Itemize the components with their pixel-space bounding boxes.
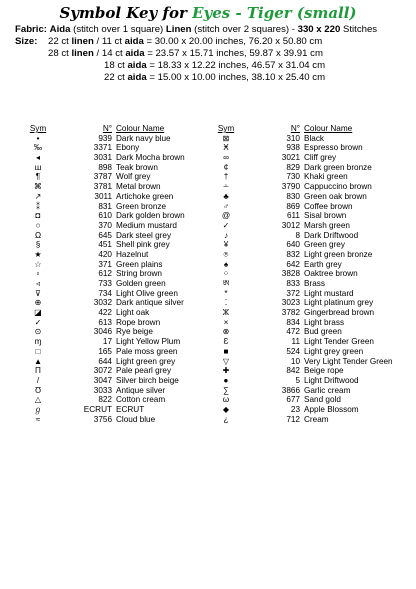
symbol-cell: ★ xyxy=(34,249,42,259)
symbol-cell: ∞ xyxy=(223,153,229,163)
number-cell: 3031 xyxy=(93,153,112,163)
header-num: N° xyxy=(290,124,300,133)
table-row xyxy=(216,143,412,153)
symbol-cell: ✚ xyxy=(222,366,230,376)
number-cell: 3787 xyxy=(93,172,112,182)
size-line-aida: aida xyxy=(124,36,144,47)
size-line-aida: aida xyxy=(127,72,147,83)
colour-name-cell: Sand gold xyxy=(304,395,341,405)
symbol-cell: ♪ xyxy=(223,230,229,240)
colour-name-cell: Gingerbread brown xyxy=(304,308,375,318)
size-line-4 xyxy=(104,72,325,84)
number-cell: 734 xyxy=(98,288,112,298)
size-line-1 xyxy=(48,36,322,48)
number-cell: 831 xyxy=(98,201,112,211)
table-row xyxy=(216,211,412,221)
size-line-2 xyxy=(48,48,323,60)
table-row xyxy=(28,153,208,163)
table-row xyxy=(216,337,412,347)
number-cell: 3033 xyxy=(93,385,112,395)
number-cell: 3866 xyxy=(281,385,300,395)
colour-name-cell: Dark Mocha brown xyxy=(116,153,185,163)
table-row xyxy=(216,347,412,357)
colour-name-cell: Marsh green xyxy=(304,220,350,230)
symbol-cell: § xyxy=(35,240,41,250)
symbol-cell: ɱ xyxy=(34,337,42,347)
table-row xyxy=(216,357,412,367)
size-line-linen: linen xyxy=(71,36,94,47)
table-row xyxy=(216,153,412,163)
size-label-text: Size: xyxy=(15,36,38,47)
symbol-cell: ✓ xyxy=(222,220,230,230)
symbol-cell: ⊗ xyxy=(222,327,230,337)
table-row xyxy=(28,143,208,153)
table-row xyxy=(216,395,412,405)
table-row xyxy=(216,279,412,289)
fabric-aida-note: (stitch over 1 square) xyxy=(70,24,166,35)
table-row xyxy=(216,269,412,279)
number-cell: 3072 xyxy=(93,366,112,376)
table-row xyxy=(28,366,208,376)
colour-name-cell: Green grey xyxy=(304,240,345,250)
colour-name-cell: Light Yellow Plum xyxy=(116,337,181,347)
colour-name-cell: Cotton cream xyxy=(116,395,166,405)
fabric-line xyxy=(15,24,377,36)
table-row xyxy=(216,250,412,260)
symbol-cell: ⊙ xyxy=(34,327,42,337)
size-line-pre: 22 ct xyxy=(48,36,72,47)
colour-name-cell: Beige rope xyxy=(304,366,344,376)
number-cell: ECRUT xyxy=(83,404,112,414)
colour-name-cell: Shell pink grey xyxy=(116,240,170,250)
symbol-cell: △ xyxy=(34,395,42,405)
colour-name-cell: Cloud blue xyxy=(116,414,156,424)
symbol-cell: ⌘ xyxy=(33,182,43,192)
number-cell: 829 xyxy=(286,162,300,172)
size-line-pre: 18 ct xyxy=(104,60,128,71)
number-cell: 3782 xyxy=(281,308,300,318)
number-cell: 3781 xyxy=(93,182,112,192)
symbol-cell: ∸ xyxy=(222,182,230,192)
title-highlight: Eyes - Tiger (small) xyxy=(192,4,357,22)
colour-name-cell: Metal brown xyxy=(116,182,161,192)
table-row xyxy=(216,298,412,308)
number-cell: 3046 xyxy=(93,327,112,337)
symbol-cell: ■ xyxy=(223,346,229,356)
table-row xyxy=(28,192,208,202)
symbol-cell: • xyxy=(36,133,40,143)
header-sym: Sym xyxy=(29,124,47,133)
symbol-cell: ● xyxy=(223,375,229,385)
number-cell: 422 xyxy=(98,308,112,318)
number-cell: 644 xyxy=(98,356,112,366)
table-row xyxy=(28,318,208,328)
table-header xyxy=(28,124,208,134)
colour-name-cell: Light Driftwood xyxy=(304,375,359,385)
number-cell: 939 xyxy=(98,133,112,143)
symbol-cell: ♣ xyxy=(223,191,229,201)
size-line-mid: / 11 ct xyxy=(93,36,125,47)
colour-name-cell: Silver birch beige xyxy=(116,375,179,385)
symbol-cell: * xyxy=(224,288,228,298)
symbol-cell: ◘ xyxy=(35,211,41,221)
table-row xyxy=(28,327,208,337)
symbol-cell: ♠ xyxy=(223,259,229,269)
colour-name-cell: Sisal brown xyxy=(304,211,347,221)
fabric-aida: Aida xyxy=(49,24,71,35)
table-row xyxy=(28,347,208,357)
symbol-cell: □ xyxy=(35,346,41,356)
colour-name-cell: Wolf grey xyxy=(116,172,151,182)
size-line-post: = 23.57 x 15.71 inches, 59.87 x 39.91 cm xyxy=(144,48,323,59)
size-line-linen: linen xyxy=(71,48,94,59)
number-cell: 5 xyxy=(295,375,300,385)
symbol-cell: ⁘ xyxy=(222,269,230,279)
table-row xyxy=(28,269,208,279)
number-cell: 640 xyxy=(286,240,300,250)
table-row xyxy=(28,376,208,386)
number-cell: 17 xyxy=(102,337,112,347)
symbol-cell: Π xyxy=(35,366,41,376)
number-cell: 610 xyxy=(98,211,112,221)
table-row xyxy=(216,240,412,250)
number-cell: 310 xyxy=(286,133,300,143)
size-line-aida: aida xyxy=(125,48,145,59)
colour-name-cell: String brown xyxy=(116,269,162,279)
number-cell: 472 xyxy=(286,327,300,337)
symbol-cell: ⊕ xyxy=(34,298,42,308)
table-row xyxy=(28,298,208,308)
symbol-cell: ¥ xyxy=(223,240,229,250)
size-line-3 xyxy=(104,60,325,72)
number-cell: 869 xyxy=(286,201,300,211)
colour-name-cell: Espresso brown xyxy=(304,143,363,153)
colour-name-cell: Coffee brown xyxy=(304,201,353,211)
symbol-cell: ▽ xyxy=(222,356,230,366)
number-cell: 733 xyxy=(98,279,112,288)
table-row xyxy=(28,357,208,367)
number-cell: 3023 xyxy=(281,298,300,308)
table-row xyxy=(216,231,412,241)
symbol-cell: ℊ xyxy=(33,404,43,414)
table-row xyxy=(28,202,208,212)
number-cell: 371 xyxy=(98,259,112,269)
symbol-cell: † xyxy=(223,172,229,182)
number-cell: 611 xyxy=(286,211,300,221)
table-row xyxy=(28,221,208,231)
symbol-cell: ཨ xyxy=(222,279,230,288)
symbol-cell: ◆ xyxy=(222,404,230,414)
number-cell: 11 xyxy=(291,337,300,347)
colour-name-cell: Dark navy blue xyxy=(116,133,171,143)
colour-name-cell: Light platinum grey xyxy=(304,298,374,308)
table-row xyxy=(28,260,208,270)
colour-name-cell: Medium mustard xyxy=(116,220,177,230)
table-row xyxy=(216,163,412,173)
colour-name-cell: Very Light Tender Green xyxy=(304,356,393,366)
symbol-table-left xyxy=(28,124,208,424)
colour-name-cell: Ebony xyxy=(116,143,140,153)
size-line-post: = 30.00 x 20.00 inches, 76.20 x 50.80 cm xyxy=(143,36,323,47)
table-row xyxy=(216,202,412,212)
table-row xyxy=(216,192,412,202)
symbol-cell: ⍟ xyxy=(223,249,229,259)
symbol-cell: Ɛ xyxy=(223,337,229,347)
symbol-cell: ◂ xyxy=(35,153,41,163)
table-row xyxy=(28,405,208,415)
number-cell: 612 xyxy=(98,269,112,279)
symbol-cell: ◪ xyxy=(34,308,42,318)
size-label xyxy=(15,36,37,48)
number-cell: 3047 xyxy=(93,375,112,385)
symbol-cell: ↗ xyxy=(34,191,42,201)
symbol-cell: ш xyxy=(34,162,42,172)
fabric-linen: Linen xyxy=(165,24,192,35)
colour-name-cell: Light grey green xyxy=(304,346,364,356)
header-name: Colour Name xyxy=(116,124,165,133)
number-cell: 730 xyxy=(286,172,300,182)
colour-name-cell: Green oak brown xyxy=(304,191,367,201)
table-row xyxy=(216,182,412,192)
table-row xyxy=(28,308,208,318)
colour-name-cell: Garlic cream xyxy=(304,385,351,395)
table-row xyxy=(216,327,412,337)
colour-name-cell: Rope brown xyxy=(116,317,161,327)
header-name: Colour Name xyxy=(304,124,353,133)
symbol-cell: ⊠ xyxy=(222,133,230,143)
symbol-cell: ⊽ xyxy=(35,288,41,298)
size-line-aida: aida xyxy=(127,60,147,71)
table-row xyxy=(28,250,208,260)
table-row xyxy=(28,386,208,396)
table-row xyxy=(216,172,412,182)
colour-name-cell: Bud green xyxy=(304,327,342,337)
colour-name-cell: Oaktree brown xyxy=(304,269,358,279)
symbol-cell: ¢ xyxy=(223,162,229,172)
symbol-cell: ω xyxy=(222,395,230,405)
number-cell: 822 xyxy=(98,395,112,405)
symbol-cell: ∑ xyxy=(223,385,229,395)
symbol-cell: ⵣ xyxy=(222,308,230,318)
colour-name-cell: Apple Blossom xyxy=(304,404,359,414)
colour-name-cell: Dark antique silver xyxy=(116,298,184,308)
table-row xyxy=(28,211,208,221)
number-cell: 830 xyxy=(286,191,300,201)
colour-name-cell: Light mustard xyxy=(304,288,354,298)
colour-name-cell: Black xyxy=(304,133,325,143)
number-cell: 165 xyxy=(98,346,112,356)
number-cell: 832 xyxy=(286,249,300,259)
table-row xyxy=(28,240,208,250)
colour-name-cell: Cappuccino brown xyxy=(304,182,372,192)
number-cell: 3021 xyxy=(281,153,300,163)
symbol-cell: Ω xyxy=(34,230,42,240)
colour-name-cell: Rye beige xyxy=(116,327,153,337)
fabric-label: Fabric: xyxy=(15,24,47,35)
symbol-cell: ✓ xyxy=(34,317,42,327)
symbol-cell: ‰ xyxy=(33,143,43,153)
header-num: N° xyxy=(102,124,112,133)
colour-name-cell: Golden green xyxy=(116,279,166,288)
table-row xyxy=(216,260,412,270)
colour-name-cell: Light Tender Green xyxy=(304,337,374,347)
table-row xyxy=(28,231,208,241)
number-cell: 23 xyxy=(290,404,300,414)
table-row xyxy=(216,376,412,386)
fabric-stitches: 330 x 220 xyxy=(297,24,341,35)
colour-name-cell: Light green bronze xyxy=(304,249,373,259)
number-cell: 645 xyxy=(98,230,112,240)
colour-name-cell: Light oak xyxy=(116,308,150,318)
colour-name-cell: Light Olive green xyxy=(116,288,178,298)
colour-name-cell: Green bronze xyxy=(116,201,167,211)
colour-name-cell: Brass xyxy=(304,279,325,288)
number-cell: 10 xyxy=(290,356,300,366)
colour-name-cell: Light green grey xyxy=(116,356,176,366)
table-row xyxy=(28,415,208,425)
size-line-pre: 22 ct xyxy=(104,72,128,83)
table-header xyxy=(216,124,412,134)
colour-name-cell: ECRUT xyxy=(116,404,145,414)
table-row xyxy=(216,308,412,318)
colour-name-cell: Green plains xyxy=(116,259,163,269)
number-cell: 3790 xyxy=(281,182,300,192)
number-cell: 712 xyxy=(286,414,300,424)
size-line-mid: / 14 ct xyxy=(93,48,126,59)
number-cell: 420 xyxy=(98,249,112,259)
colour-name-cell: Dark golden brown xyxy=(116,211,185,221)
table-row xyxy=(216,221,412,231)
colour-name-cell: Light brass xyxy=(304,317,345,327)
symbol-cell: ¿ xyxy=(223,414,229,424)
size-line-pre: 28 ct xyxy=(48,48,72,59)
table-row xyxy=(216,415,412,425)
colour-name-cell: Hazelnut xyxy=(116,249,149,259)
table-row xyxy=(216,405,412,415)
size-line-post: = 18.33 x 12.22 inches, 46.57 x 31.04 cm xyxy=(146,60,326,71)
symbol-cell: ⁑ xyxy=(35,201,41,211)
table-row xyxy=(28,163,208,173)
symbol-cell: ¶ xyxy=(35,172,41,182)
number-cell: 3012 xyxy=(281,220,300,230)
symbol-cell: ≈ xyxy=(35,414,41,424)
colour-name-cell: Pale pearl grey xyxy=(116,366,172,376)
table-row xyxy=(216,289,412,299)
fabric-stitches-suffix: Stitches xyxy=(340,24,378,35)
symbol-cell: / xyxy=(36,375,40,385)
title-prefix: Symbol Key for xyxy=(59,4,193,22)
colour-name-cell: Cream xyxy=(304,414,329,424)
symbol-cell: ☆ xyxy=(34,259,42,269)
number-cell: 842 xyxy=(286,366,300,376)
table-row xyxy=(216,386,412,396)
colour-name-cell: Dark Driftwood xyxy=(304,230,359,240)
number-cell: 3756 xyxy=(93,414,112,424)
table-row xyxy=(28,134,208,144)
page-title xyxy=(0,4,416,22)
number-cell: 3371 xyxy=(93,143,112,153)
number-cell: 833 xyxy=(286,279,300,288)
number-cell: 834 xyxy=(286,317,300,327)
symbol-cell: ◃ xyxy=(35,279,41,288)
number-cell: 898 xyxy=(98,162,112,172)
symbol-cell: ▫ xyxy=(36,269,40,279)
number-cell: 524 xyxy=(286,346,300,356)
colour-name-cell: Antique silver xyxy=(116,385,166,395)
table-row xyxy=(28,289,208,299)
number-cell: 3011 xyxy=(94,191,112,201)
symbol-cell: ⁚ xyxy=(224,298,228,308)
colour-name-cell: Pale moss green xyxy=(116,346,178,356)
symbol-cell: @ xyxy=(221,211,231,221)
header-sym: Sym xyxy=(217,124,235,133)
colour-name-cell: Earth grey xyxy=(304,259,342,269)
symbol-cell: Ʊ xyxy=(34,385,42,395)
colour-name-cell: Teak brown xyxy=(116,162,158,172)
symbol-table-right xyxy=(216,124,412,424)
colour-name-cell: Dark green bronze xyxy=(304,162,372,172)
size-line-post: = 15.00 x 10.00 inches, 38.10 x 25.40 cm xyxy=(146,72,326,83)
number-cell: 372 xyxy=(286,288,300,298)
symbol-cell: Ӿ xyxy=(223,143,229,153)
number-cell: 3828 xyxy=(281,269,300,279)
colour-name-cell: Khaki green xyxy=(304,172,348,182)
colour-name-cell: Dark steel grey xyxy=(116,230,172,240)
symbol-cell: × xyxy=(223,317,229,327)
table-row xyxy=(216,318,412,328)
number-cell: 677 xyxy=(286,395,300,405)
table-row xyxy=(216,134,412,144)
table-row xyxy=(216,366,412,376)
symbol-cell: ○ xyxy=(35,220,41,230)
fabric-linen-note: (stitch over 2 squares) - xyxy=(191,24,298,35)
table-row xyxy=(28,182,208,192)
symbol-cell: ▲ xyxy=(33,356,43,366)
table-row xyxy=(28,279,208,289)
number-cell: 451 xyxy=(98,240,112,250)
symbol-cell: ♂ xyxy=(222,201,230,211)
table-row xyxy=(28,395,208,405)
number-cell: 3032 xyxy=(93,298,112,308)
table-row xyxy=(28,172,208,182)
number-cell: 8 xyxy=(295,230,300,240)
number-cell: 613 xyxy=(98,317,112,327)
number-cell: 642 xyxy=(286,259,300,269)
table-row xyxy=(28,337,208,347)
colour-name-cell: Cliff grey xyxy=(304,153,337,163)
number-cell: 938 xyxy=(286,143,300,153)
number-cell: 370 xyxy=(98,220,112,230)
colour-name-cell: Artichoke green xyxy=(116,191,174,201)
